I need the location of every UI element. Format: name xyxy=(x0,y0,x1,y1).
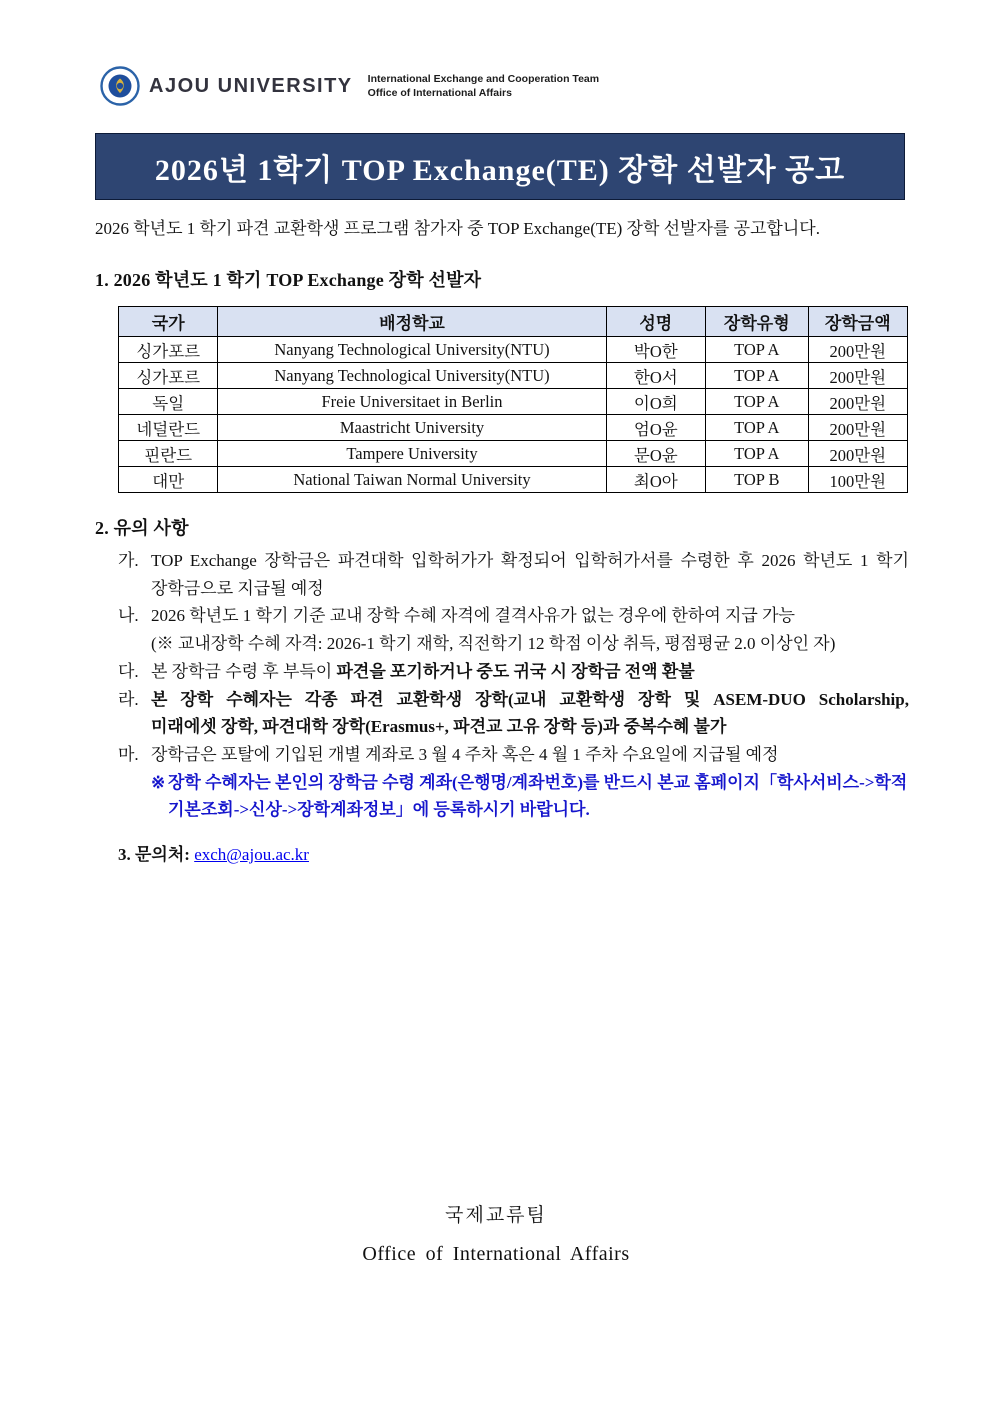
table-row xyxy=(119,363,908,389)
cell-name: 이O희 xyxy=(606,389,705,415)
table-row xyxy=(119,337,908,363)
note-item-ga xyxy=(118,547,909,602)
cell-country: 핀란드 xyxy=(119,441,218,467)
item-text xyxy=(151,686,909,741)
cell-amount: 200만원 xyxy=(808,363,907,389)
ajou-university-seal-icon xyxy=(100,66,140,106)
cell-type: TOP A xyxy=(706,441,809,467)
note-item-ma xyxy=(118,741,909,769)
cell-country: 네덜란드 xyxy=(119,415,218,441)
item-text xyxy=(151,547,909,602)
item-label: 마. xyxy=(118,744,139,764)
cell-country: 대만 xyxy=(119,467,218,493)
contact-email-link[interactable]: exch@ajou.ac.kr xyxy=(194,845,309,865)
item-line: 장학금으로 지급될 예정 xyxy=(151,578,324,598)
intro-paragraph: 2026 학년도 1 학기 파견 교환학생 프로그램 참가자 중 TOP Exchange(TE) 장학 선발자를 공고합니다. xyxy=(95,219,820,238)
col-header-name: 성명 xyxy=(606,307,705,337)
cell-amount: 200만원 xyxy=(808,441,907,467)
table-row xyxy=(119,415,908,441)
item-label: 라. xyxy=(118,689,139,709)
cell-amount: 200만원 xyxy=(808,389,907,415)
reference-mark: ※ xyxy=(151,772,166,792)
col-header-country: 국가 xyxy=(119,307,218,337)
cell-name: 한O서 xyxy=(606,363,705,389)
note-text: 장학 수혜자는 본인의 장학금 수령 계좌(은행명/계좌번호)를 반드시 본교 홈페이지「학사서비스->학적기본조회->신상->장학계좌정보」에 등록하시기 바랍니다. xyxy=(168,772,908,820)
cell-university: Tampere University xyxy=(218,441,606,467)
item-text xyxy=(151,658,909,686)
cell-type: TOP A xyxy=(706,363,809,389)
cell-university: Freie Universitaet in Berlin xyxy=(218,389,606,415)
cell-name: 박O한 xyxy=(606,337,705,363)
note-item-ra xyxy=(118,686,909,741)
footer-team-english: Office of International Affairs xyxy=(362,1243,630,1265)
contact-label: 3. 문의처: xyxy=(118,845,190,865)
footer-team-korean: 국제교류팀 xyxy=(445,1205,547,1226)
cell-type: TOP A xyxy=(706,389,809,415)
item-line: TOP Exchange 장학금은 파견대학 입학허가가 확정되어 입학허가서를 수령한 후 2026 학년도 1 학기 xyxy=(151,551,909,570)
section2-notes xyxy=(95,514,909,869)
col-header-host-university: 배정학교 xyxy=(218,307,606,337)
cell-type: TOP B xyxy=(706,467,809,493)
department-line-1: International Exchange and Cooperation Team xyxy=(367,73,600,85)
item-label: 나. xyxy=(118,606,139,626)
item-line: (※ 교내장학 수혜 자격: 2026-1 학기 재학, 직전학기 12 학점 이상 취득, 평점평균 2.0 이상인 자) xyxy=(151,634,836,654)
scholarship-table xyxy=(118,306,908,493)
department-lines xyxy=(368,72,599,100)
table-row xyxy=(119,441,908,467)
contact-line xyxy=(118,841,909,869)
department-line-2: Office of International Affairs xyxy=(367,87,512,99)
item-label: 다. xyxy=(118,661,139,681)
cell-university: National Taiwan Normal University xyxy=(218,467,606,493)
title-banner xyxy=(95,133,905,200)
letterhead xyxy=(100,66,599,106)
cell-amount: 200만원 xyxy=(808,337,907,363)
table-header-row xyxy=(119,307,908,337)
col-header-scholarship-type: 장학유형 xyxy=(706,307,809,337)
table-row xyxy=(119,467,908,493)
item-line: 미래에셋 장학, 파견대학 장학(Erasmus+, 파견교 고유 장학 등)과 중복수혜 불가 xyxy=(151,717,727,737)
cell-amount: 200만원 xyxy=(808,415,907,441)
cell-country: 독일 xyxy=(119,389,218,415)
cell-amount: 100만원 xyxy=(808,467,907,493)
note-item-da xyxy=(118,658,909,686)
bank-account-note xyxy=(151,769,909,824)
col-header-scholarship-amount: 장학금액 xyxy=(808,307,907,337)
footer-signature xyxy=(0,1200,992,1266)
item-text-normal: 본 장학금 수령 후 부득이 xyxy=(151,661,337,681)
note-item-na xyxy=(118,602,909,657)
cell-type: TOP A xyxy=(706,415,809,441)
cell-name: 엄O윤 xyxy=(606,415,705,441)
item-line: 2026 학년도 1 학기 기준 교내 장학 수혜 자격에 결격사유가 없는 경우에 한하여 지급 가능 xyxy=(151,606,795,626)
section2-heading: 2. 유의 사항 xyxy=(95,518,189,538)
document-title: 2026년 1학기 TOP Exchange(TE) 장학 선발자 공고 xyxy=(154,153,846,187)
item-label: 가. xyxy=(118,551,139,570)
section1-heading: 1. 2026 학년도 1 학기 TOP Exchange 장학 선발자 xyxy=(95,270,482,290)
cell-type: TOP A xyxy=(706,337,809,363)
university-name: AJOU UNIVERSITY xyxy=(149,74,353,97)
cell-university: Maastricht University xyxy=(218,415,606,441)
cell-country: 싱가포르 xyxy=(119,337,218,363)
cell-name: 최O아 xyxy=(606,467,705,493)
table-row xyxy=(119,389,908,415)
cell-name: 문O윤 xyxy=(606,441,705,467)
item-line: 본 장학 수혜자는 각종 파견 교환학생 장학(교내 교환학생 장학 및 ASEM-DUO Scholarship, xyxy=(151,689,909,709)
item-text-bold: 파견을 포기하거나 중도 귀국 시 장학금 전액 환불 xyxy=(336,661,695,681)
cell-university: Nanyang Technological University(NTU) xyxy=(218,337,606,363)
item-text xyxy=(151,602,909,657)
item-text: 장학금은 포탈에 기입된 개별 계좌로 3 월 4 주차 혹은 4 월 1 주차 수요일에 지급될 예정 xyxy=(151,744,779,764)
cell-university: Nanyang Technological University(NTU) xyxy=(218,363,606,389)
cell-country: 싱가포르 xyxy=(119,363,218,389)
